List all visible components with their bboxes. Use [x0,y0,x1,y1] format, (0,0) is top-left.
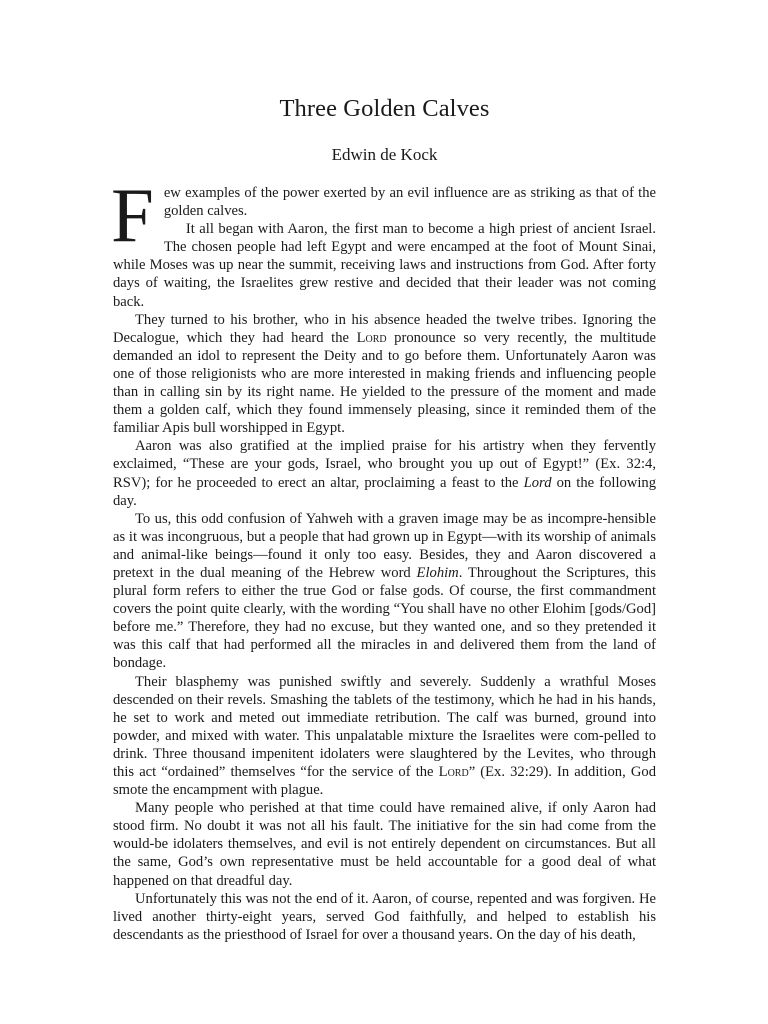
paragraph-2: It all began with Aaron, the first man to become a high priest of ancient Israel. The chosen people had left Egypt and were encamped at the foot of Mount Sinai, while Moses was up near the summit, receiving laws and instructions from God. After forty days of waiting, the Israelites grew restive and decided that their leader was not coming back. [113,221,656,310]
paragraph-7: Many people who perished at that time could have remained alive, if only Aaron had stood firm. No doubt it was not all his fault. The initiative for the sin had come from the would-be idolaters themselves, and evil is not entirely dependent on circumstances. But all the same, God’s own representative must be held accountable for a good deal of what happened on that dreadful day. [113,800,656,889]
paragraph-3: They turned to his brother, who in his absence headed the twelve tribes. Ignoring the Decalogue, which they had heard the Lord pronounce so very recently, the multitude demanded an idol to represent the Deity and to go before them. Unfortunately Aaron was one of those religionists who are more interested in making friends and influencing people than in calling sin by its right name. He yielded to the pressure of the moment and made them a golden calf, which they found immensely pleasing, since it reminded them of the familiar Apis bull worshipped in Egypt. [113,311,656,437]
paragraph-1: Few examples of the power exerted by an evil influence are as striking as that of the golden calves. [111,172,656,258]
paragraph-8: Unfortunately this was not the end of it. Aaron, of course, repented and was forgiven. He lived another thirty-eight years, served God faithfully, and helped to establish his descendants as the priesthood of Israel for over a thousand years. On the day of his death, [113,890,656,943]
paragraph-5: To us, this odd confusion of Yahweh with a graven image may be as incompre-hensible as it was incongruous, but a people that had grown up in Egypt—with its worship of animals and animal-like beings—found it only too easy. Besides, they and Aaron discovered a pretext in the dual meaning of the Hebrew word Elohim. Throughout the Scriptures, this plural form refers to either the true God or false gods. Of course, the first commandment covers the point quite clearly, with the wording “You shall have no other Elohim [gods/God] before me.” Therefore, they had no excuse, but they wanted one, and so they pretended it was this calf that had performed all the miracles in and delivered them from the land of bondage. [113,510,656,672]
page-title: Three Golden Calves [279,95,490,122]
paragraph-6: Their blasphemy was punished swiftly and severely. Suddenly a wrathful Moses descended on their revels. Smashing the tablets of the testimony, which he had in his hands, he set to work and meted out immediate retribution. The calf was burned, ground into powder, and mixed with water. This unpalatable mixture the Israelites were com-pelled to drink. Three thousand impenitent idolaters were slaughtered by the Levites, who through this act “ordained” themselves “for the service of the Lord” (Ex. 32:29). In addition, God smote the encampment with plague. [113,673,656,799]
paragraph-4: Aaron was also gratified at the implied praise for his artistry when they fervently exclaimed, “These are your gods, Israel, who brought you up out of Egypt!” (Ex. 32:4, RSV); for he proceeded to erect an altar, proclaiming a feast to the Lord on the following day. [113,438,656,509]
drop-cap: F [111,172,154,258]
author-name: Edwin de Kock [331,145,438,164]
article-body [111,172,656,944]
